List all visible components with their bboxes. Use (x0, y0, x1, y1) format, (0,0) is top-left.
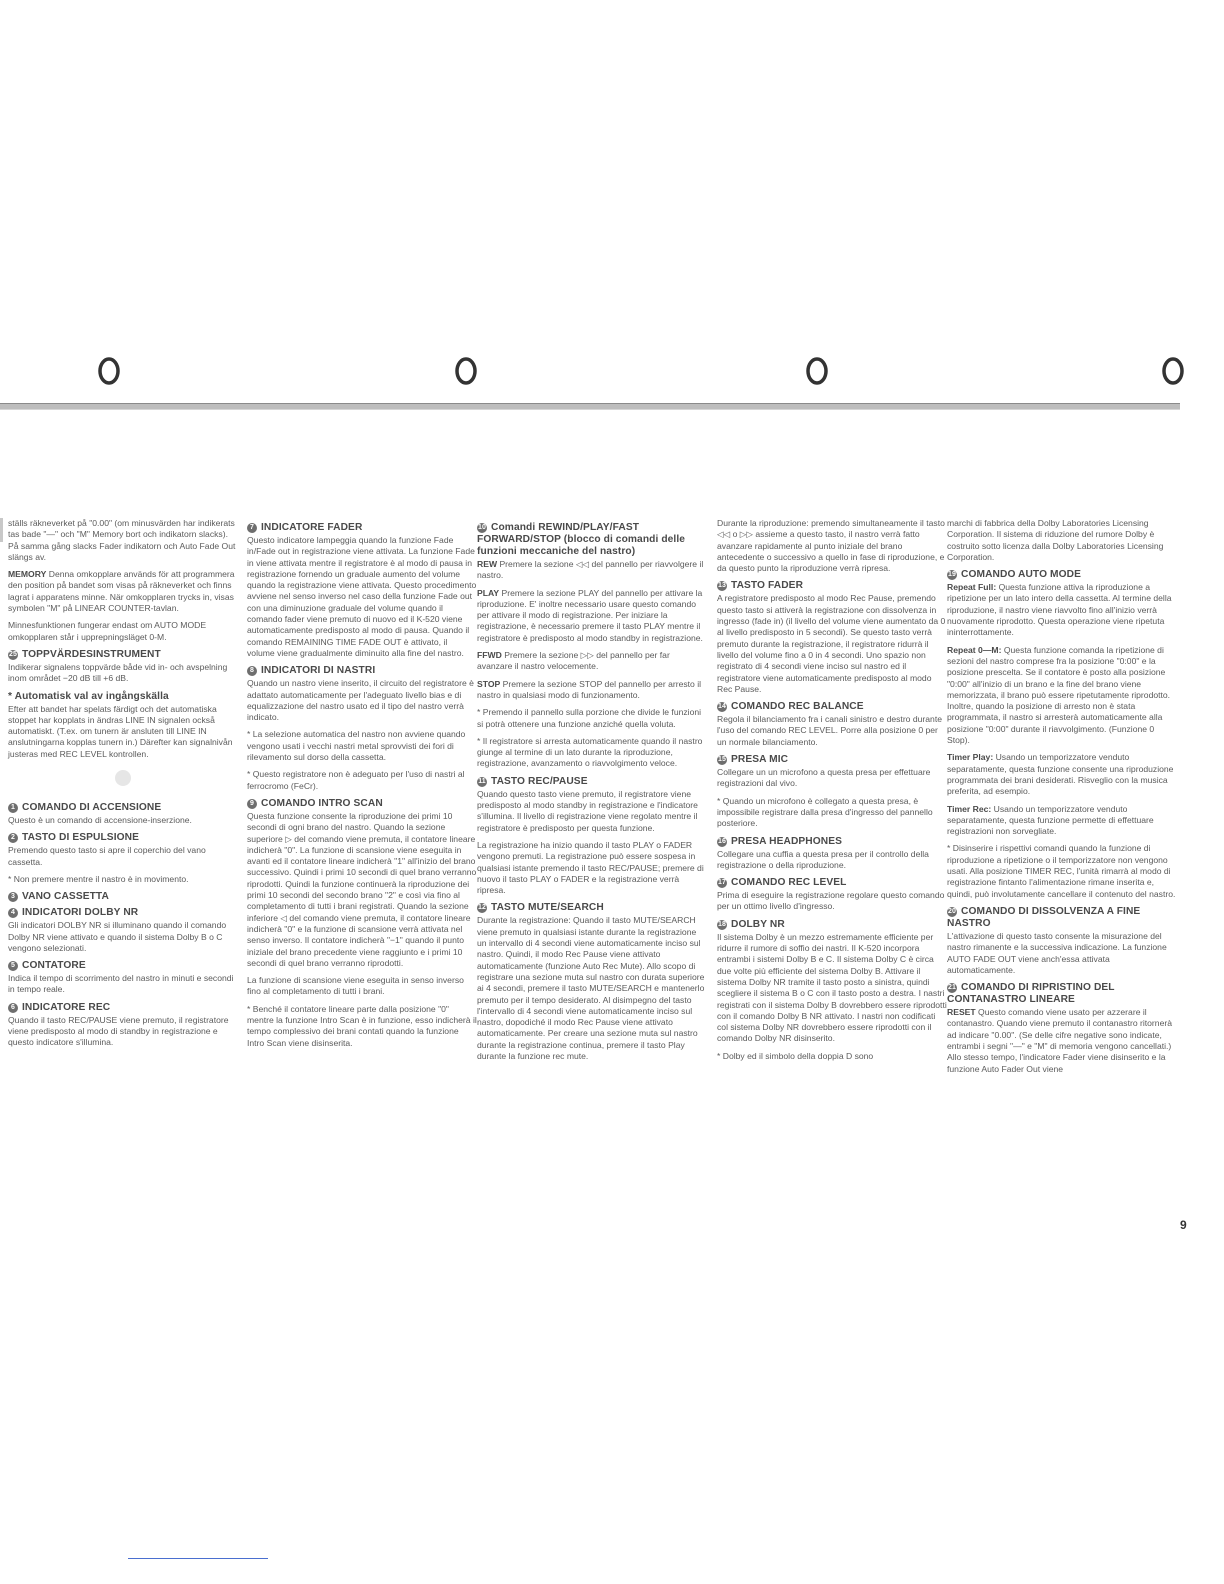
paragraph (8, 518, 238, 563)
section-heading-text: PRESA HEADPHONES (731, 835, 843, 847)
paragraph-text: Indikerar signalens toppvärde både vid in- och avspelning inom området −20 dB till +6 dB. (8, 661, 228, 684)
text-column-4 (717, 518, 947, 1068)
paragraph-text: * Benché il contatore lineare parte dalla posizione "0" mentre la funzione Intro Scan è in funzione, esso indicherà il tempo complessivo dei brani contati quando la funzione Intro Scan viene disinserita. (247, 1003, 477, 1048)
paragraph-text: Questa funzione consente la riproduzione dei primi 10 secondi di ogni brano del nastro. Quando la sezione superiore ▷ del comando viene premuta, il contatore lineare indicherà "0". La funzione di scansione viene eseguita in avanti ed il contatore lineare indicherà "1" all'inizio del brano successivo. Quindi i primi 10 secondi di quel brano verranno riprodotti. Quindi la funzione continuerà la riproduzione dei primi 10 secondi del secondo brano "2" e così via fino al completamento di tutti i brani registrati. Quando la sezione inferiore ◁ del comando viene premuta, il contatore lineare indicherà "0" e la funzione di scansione verrà attivata nel senso inverso. Il contatore indicherà "−1" quando il punto iniziale del brano precedente viene raggiunto e i primi 10 secondi di quel brano verranno riprodotti. (247, 810, 477, 968)
section-heading-text: Comandi REWIND/PLAY/FAST FORWARD/STOP (blocco di comandi delle funzioni meccaniche del nastro) (477, 522, 686, 557)
section-heading (8, 691, 238, 703)
section-heading-text: TOPPVÄRDESINSTRUMENT (22, 648, 161, 660)
paragraph-text: L'attivazione di questo tasto consente la misurazione del nastro rimanente e la successiva indicazione. La funzione AUTO FADE OUT viene anch'essa attivata automaticamente. (947, 930, 1167, 975)
paragraph (247, 1004, 477, 1049)
section-heading (717, 754, 947, 766)
paragraph (8, 569, 238, 614)
term-label: Timer Play: (947, 752, 994, 763)
paragraph-text: A registratore predisposto al modo Rec Pause, premendo questo tasto si attiverà la registrazione con dissolvenza in ingresso (fade in) (il livello del volume viene aumentato da 0 al livello predisposto in 5 secondi). Se questo tasto verrà premuto durante la registrazione, il registratore ridurrà il livello del volume fino a 0 in 4 secondi. Uno spazio non registrato di 4 secondi viene inciso sul nastro ed il registratore viene automaticamente predisposto al modo Rec Pause. (717, 593, 946, 694)
paragraph (947, 931, 1177, 976)
header-rule (0, 403, 1180, 410)
section-heading-text: TASTO FADER (731, 580, 804, 592)
term-label: RESET (947, 1007, 976, 1018)
section-number-badge: 17 (718, 879, 726, 887)
paragraph (947, 752, 1177, 797)
section-number-badge: 6 (8, 1003, 18, 1013)
paragraph (717, 714, 947, 748)
paragraph-text: Gli indicatori DOLBY NR si illuminano quando il comando Dolby NR viene attivato e quando il sistema Dolby B o C vengono selezionati. (8, 920, 227, 953)
paragraph (8, 620, 238, 643)
paragraph-text: Collegare un un microfono a questa presa per effettuare registrazioni dal vivo. (717, 767, 931, 789)
paragraph-text: Quando questo tasto viene premuto, il registratore viene predisposto al modo standby in registrazione e l'indicatore s'illumina. Il livello di registrazione viene regolato mentre il registratore è predisposto per questa funzione. (477, 788, 698, 833)
section-heading (247, 798, 477, 810)
paragraph-text: marchi di fabbrica della Dolby Laboratories Licensing Corporation. Il sistema di riduzione del rumore Dolby è costruito sotto licenza dalla Dolby Laboratories Licensing Corporation. (947, 518, 1164, 562)
section-heading (8, 960, 238, 972)
section-heading-text: Automatisk val av ingångskälla (14, 690, 169, 702)
section-heading (477, 902, 707, 914)
page-number: 9 (1180, 1218, 1187, 1232)
paragraph-text: * Il registratore si arresta automaticamente quando il nastro giunge al termine di un lato durante la riproduzione, registrazione, avanzamento o riavvolgimento veloce. (477, 735, 703, 769)
paragraph (477, 736, 707, 770)
paragraph-text: Premere la sezione PLAY del pannello per attivare la riproduzione. E' inoltre necessario usare questo comando per attivare il modo di registrazione. Per iniziare la registrazione, è necessario premere il tasto PLAY mentre il registratore è predisposto al modo standby in registrazione. (477, 587, 703, 643)
section-number-badge: 16 (718, 837, 726, 845)
section-number-badge: 3 (8, 892, 18, 902)
paragraph (8, 874, 238, 885)
section-heading (8, 1002, 238, 1014)
section-heading-text: TASTO MUTE/SEARCH (491, 902, 604, 914)
section-number-badge: 9 (247, 799, 257, 809)
section-heading-text: TASTO REC/PAUSE (491, 775, 588, 787)
paragraph (947, 645, 1177, 747)
section-heading (8, 832, 238, 844)
section-heading-text: COMANDO AUTO MODE (961, 569, 1081, 581)
paragraph-text: Questo è un comando di accensione-inserzione. (8, 815, 192, 826)
paragraph-text: Questa funzione attiva la riproduzione a ripetizione per un lato intero della cassetta. Al termine della riproduzione, il nastro viene riavvolto fino all'inizio verrà nuovamente riprodotto. Questa operazione viene ripetuta ininterrottamente. (947, 582, 1172, 638)
section-heading-text: COMANDO REC LEVEL (731, 877, 847, 889)
binder-hole-icon (1160, 356, 1186, 386)
paragraph-text: Questo comando viene usato per azzerare il contanastro. Quando viene premuto il contanastro ritornerà ad indicare "0.00". (Se delle cifre negative sono indicate, entrambi i segni "—" e "M" di memoria vengono cancellati.) Allo stesso tempo, l'indicatore Fader viene disinserito e la funzione Auto Fader Out viene (947, 1007, 1172, 1074)
paragraph (717, 1051, 947, 1062)
paragraph-text: * Premendo il pannello sulla porzione che divide le funzioni si potrà ottenere una funzione anziché quella voluta. (477, 707, 702, 729)
paragraph (947, 804, 1177, 838)
paragraph-text: Usando un temporizzatore venduto separatamente, questa funzione permette di effettuare registrazioni non sorvegliate. (947, 803, 1154, 837)
section-heading-text: DOLBY NR (731, 918, 785, 930)
section-number-badge: 18 (718, 920, 726, 928)
paragraph (247, 678, 477, 723)
paragraph-text: * Disinserire i rispettivi comandi quando la funzione di riproduzione a ripetizione o il temporizzatore non vengono usati. Alla posizione TIMER REC, l'unità rimarrà al modo di registrazione fintanto l'alimentazione rimane inserita e, quindi, può involutamente cancellare il contenuto del nastro. (947, 843, 1176, 899)
paragraph-text: Collegare una cuffia a questa presa per il controllo della registrazione o della riproduzione. (717, 848, 929, 870)
paragraph-text: * Dolby ed il simbolo della doppia D sono (717, 1050, 874, 1061)
paragraph (717, 890, 947, 913)
binder-hole-icon (96, 356, 122, 386)
paragraph (8, 1015, 238, 1049)
term-label: REW (477, 559, 498, 569)
paragraph-text: Quando il tasto REC/PAUSE viene premuto, il registratore viene predisposto al modo di standby in registrazione e questo indicatore s'illumina. (8, 1014, 229, 1048)
section-number-badge: 13 (718, 582, 726, 590)
section-heading (947, 982, 1177, 1006)
paragraph-text: Minnesfunktionen fungerar endast om AUTO MODE omkopplaren står i upprepningsläget 0-M. (8, 620, 207, 642)
section-heading-text: INDICATORE FADER (261, 522, 363, 533)
section-heading-text: COMANDO REC BALANCE (731, 701, 864, 713)
section-number-badge: 19 (948, 571, 956, 579)
paragraph (8, 815, 238, 826)
paragraph (477, 650, 707, 673)
term-label: MEMORY (8, 569, 47, 580)
section-heading-text: VANO CASSETTA (22, 891, 109, 903)
section-heading-text: PRESA MIC (731, 754, 789, 766)
paragraph (477, 840, 707, 896)
paragraph (717, 767, 947, 790)
paragraph (947, 518, 1177, 563)
section-heading (717, 919, 947, 931)
paragraph-text: Durante la riproduzione: premendo simultaneamente il tasto ◁◁ o ▷▷ assieme a questo tasto, il nastro verrà fatto avanzare rapidamente al punto iniziale del brano antecedente o successivo a quello in fase di riproduzione, e da questo punto la riproduzione verrà ripresa. (717, 518, 945, 574)
paragraph-text: Premere la sezione ▷▷ del pannello per far avanzare il nastro velocemente. (477, 650, 670, 672)
section-heading (247, 522, 477, 534)
paragraph (947, 843, 1177, 899)
section-heading-text: INDICATORI DI NASTRI (261, 665, 376, 677)
paragraph (8, 973, 238, 996)
section-number-badge: 11 (478, 777, 486, 785)
paragraph (247, 975, 477, 998)
term-label: Timer Rec: (947, 803, 992, 814)
paragraph-text: Premendo questo tasto si apre il coperchio del vano cassetta. (8, 845, 206, 867)
paragraph-text: Efter att bandet har spelats färdigt och det automatiska stoppet har kopplats in ändras LINE IN signalen också automatiskt. (T.ex. om tunern är ansluten till LINE IN anslutningarna kopplas tunern in.) Därefter kan signalnivån justeras med REC LEVEL kontrollen. (8, 703, 233, 759)
text-column-1 (8, 518, 238, 1055)
paragraph (717, 796, 947, 830)
paragraph (717, 849, 947, 872)
paragraph (477, 679, 707, 702)
term-label: STOP (477, 678, 501, 689)
edge-mark (0, 518, 3, 542)
decorative-dot (115, 770, 131, 786)
section-number-badge: 25 (9, 650, 17, 658)
paragraph-text: Quando un nastro viene inserito, il circuito del registratore è adattato automaticamente per l'adeguato livello bias e di equalizzazione del nastro usato ed il tipo del nastro verrà indicato. (247, 678, 474, 723)
paragraph (477, 789, 707, 834)
section-heading (8, 649, 238, 661)
section-heading (717, 877, 947, 889)
section-heading (717, 701, 947, 713)
paragraph (8, 704, 238, 760)
section-number-badge: 2 (8, 833, 18, 843)
paragraph-text: Usando un temporizzatore venduto separatamente, questa funzione consente una riproduzione programmata dei brani desiderati. Risveglio con la musica preferita, ad esempio. (947, 752, 1174, 797)
paragraph-text: Questa funzione comanda la ripetizione di sezioni del nastro comprese fra la posizione "0:00" e la posizione prescelta. Se il contatore è posto alla posizione "0:00" all'inizio di un brano e la fine del brano viene memorizzata, il brano può essere ripetutamente riprodotto. Inoltre, quando la posizione di arresto non è stata programmata, il nastro si arresterà automaticamente alla posizione "0:00" durante il riavvolgimento. (Funzione 0 Stop). (947, 644, 1171, 746)
paragraph-text: * La selezione automatica del nastro non avviene quando vengono usati i vecchi nastri metal sprovvisti dei fori di rilevamento sul dorso della cassetta. (247, 729, 466, 763)
term-label: FFWD (477, 650, 502, 661)
paragraph-text: Regola il bilanciamento fra i canali sinistro e destro durante l'uso del comando REC LEVEL. Porre alla posizione 0 per un normale bilanciamento. (717, 714, 942, 747)
section-heading (477, 522, 707, 558)
section-heading (8, 891, 238, 903)
section-number-badge: 21 (948, 984, 956, 992)
section-number-badge: 14 (718, 703, 726, 711)
section-heading-text: INDICATORE REC (22, 1001, 111, 1013)
text-column-2 (247, 518, 477, 1055)
paragraph (8, 845, 238, 868)
section-heading (717, 580, 947, 592)
section-heading-text: COMANDO INTRO SCAN (261, 797, 383, 809)
paragraph-text: Durante la registrazione: Quando il tasto MUTE/SEARCH viene premuto in qualsiasi istante durante la registrazione un intervallo di 4 secondi viene automaticamente inciso sul nastro. Quindi, il modo Rec Pause viene attivato automaticamente (funzione Auto Rec Mute). Allo scopo di registrare una sezione muta sul nastro con durata superiore ai 4 secondi, premere il tasto MUTE/SEARCH e mantenerlo premuto per il tempo desiderato. Al disimpegno del tasto l'intervallo di 4 secondi viene automaticamente inciso sul nastro, dopodiché il modo Rec Pause viene attivato automaticamente. Per creare una sezione muta sul nastro durante la registrazione continua, premere il tasto Play durante la funzione rec mute. (477, 915, 705, 1061)
paragraph (947, 582, 1177, 638)
section-number-badge: 10 (478, 524, 486, 531)
paragraph-text: Premere la sezione ◁◁ del pannello per riavvolgere il nastro. (477, 559, 704, 581)
paragraph-text: Denna omkopplare används för att programmera den position på bandet som visas på räkneverket och finns lagrat i apparatens minne. När omkopplaren trycks in, visas symbolen "M" på LINEAR COUNTER-tavlan. (8, 569, 235, 614)
text-column-3 (477, 518, 707, 1068)
section-number-badge: 1 (8, 803, 18, 813)
paragraph (717, 932, 947, 1045)
paragraph-text: Indica il tempo di scorrimento del nastro in minuti e secondi in tempo reale. (8, 973, 234, 995)
term-label: Repeat 0—M: (947, 644, 1002, 655)
paragraph-text: Il sistema Dolby è un mezzo estremamente efficiente per ridurre il rumore di soffio dei nastri. Il K-520 incorpora entrambi i sistemi Dolby B e C. Il sistema Dolby C è circa due volte più efficiente del sistema Dolby B. Attivare il sistema Dolby NR tramite il tasto posto a sinistra, quindi scegliere il sistema B o C con il tasto posto a destra. I nastri registrati con il sistema Dolby B dovrebbero essere riprodotti con il comando Dolby B NR attivato. I nastri non codificati col sistema Dolby NR dovrebbero essere riprodotti con il comando Dolby NR disinserito. (717, 931, 947, 1044)
paragraph (717, 518, 947, 574)
paragraph (247, 811, 477, 969)
paragraph-text: * Quando un microfono è collegato a questa presa, è impossibile registrare dalla presa d'ingresso del pannello posteriore. (717, 795, 933, 829)
asterisk-marker: * (8, 690, 15, 702)
section-heading-text: TASTO DI ESPULSIONE (22, 832, 139, 844)
section-number-badge: 5 (8, 961, 18, 971)
section-heading-text: COMANDO DI RIPRISTINO DEL CONTANASTRO LINEARE (947, 982, 1115, 1006)
section-number-badge: 8 (247, 666, 257, 676)
section-heading (947, 569, 1177, 581)
paragraph (477, 588, 707, 644)
section-heading (8, 907, 238, 919)
paragraph (477, 707, 707, 730)
paragraph (717, 593, 947, 695)
paragraph-text: La registrazione ha inizio quando il tasto PLAY o FADER vengono premuti. La registrazione può essere sospesa in qualsiasi istante premendo il tasto REC/PAUSE; premere di nuovo il tasto PLAY o FADER e la registrazione verrà ripresa. (477, 839, 704, 896)
section-heading-text: COMANDO DI ACCENSIONE (22, 802, 162, 814)
paragraph (8, 920, 238, 954)
term-label: Repeat Full: (947, 582, 997, 593)
section-heading (477, 776, 707, 788)
section-heading (947, 906, 1177, 930)
paragraph-text: * Non premere mentre il nastro è in movimento. (8, 873, 189, 884)
section-number-badge: 12 (478, 904, 486, 912)
section-heading-text: COMANDO DI DISSOLVENZA A FINE NASTRO (947, 905, 1141, 929)
paragraph-text: Prima di eseguire la registrazione regolare questo comando per un ottimo livello d'ingresso. (717, 890, 945, 912)
paragraph-text: La funzione di scansione viene eseguita in senso inverso fino al completamento di tutti i brani. (247, 975, 464, 997)
paragraph-text: * Questo registratore non è adeguato per l'uso di nastri al ferrocromo (FeCr). (247, 769, 465, 791)
text-column-5 (947, 518, 1177, 1081)
section-heading (8, 802, 238, 814)
paragraph (8, 662, 238, 685)
paragraph-text: Premere la sezione STOP del pannello per arresto il nastro in qualsiasi modo di funzionamento. (477, 678, 702, 700)
paragraph (247, 729, 477, 763)
paragraph (247, 769, 477, 792)
binder-hole-icon (453, 356, 479, 386)
section-number-badge: 4 (8, 908, 18, 918)
section-heading (247, 665, 477, 677)
paragraph (477, 559, 707, 582)
section-number-badge: 15 (718, 756, 726, 764)
section-number-badge: 20 (948, 907, 956, 915)
term-label: PLAY (477, 587, 500, 598)
binder-hole-icon (804, 356, 830, 386)
section-heading-text: CONTATORE (22, 960, 86, 972)
section-heading (717, 836, 947, 848)
paragraph (477, 915, 707, 1062)
paragraph-text: Questo indicatore lampeggia quando la funzione Fade in/Fade out in registrazione viene attivata. La funzione Fade in viene attivata mentre il registratore è al modo di pausa in registrazione fornendo un graduale aumento del volume quando la registrazione viene attivata. Questo procedimento avviene nel senso inverso nel caso della funzione Fade out con una diminuzione graduale del volume quando il comando fader viene premuto di nuovo ed il K-520 viene automaticamente predisposto al modo di pausa. Quando il comando REMAINING TIME FADE OUT è attivato, il volume viene gradualmente diminuito alla fine del nastro. (247, 535, 477, 658)
section-number-badge: 7 (247, 523, 257, 533)
footer-line (128, 1558, 268, 1559)
paragraph-text: ställs räkneverket på "0.00" (om minusvärden har indikerats tas bade "—" och "M" Memory bort och indikatorn slacks). På samma gång slacks Fader indikatorn och Auto Fade Out slängs av. (8, 518, 236, 562)
paragraph (247, 535, 477, 659)
section-heading-text: INDICATORI DOLBY NR (22, 907, 139, 919)
paragraph (947, 1007, 1177, 1075)
